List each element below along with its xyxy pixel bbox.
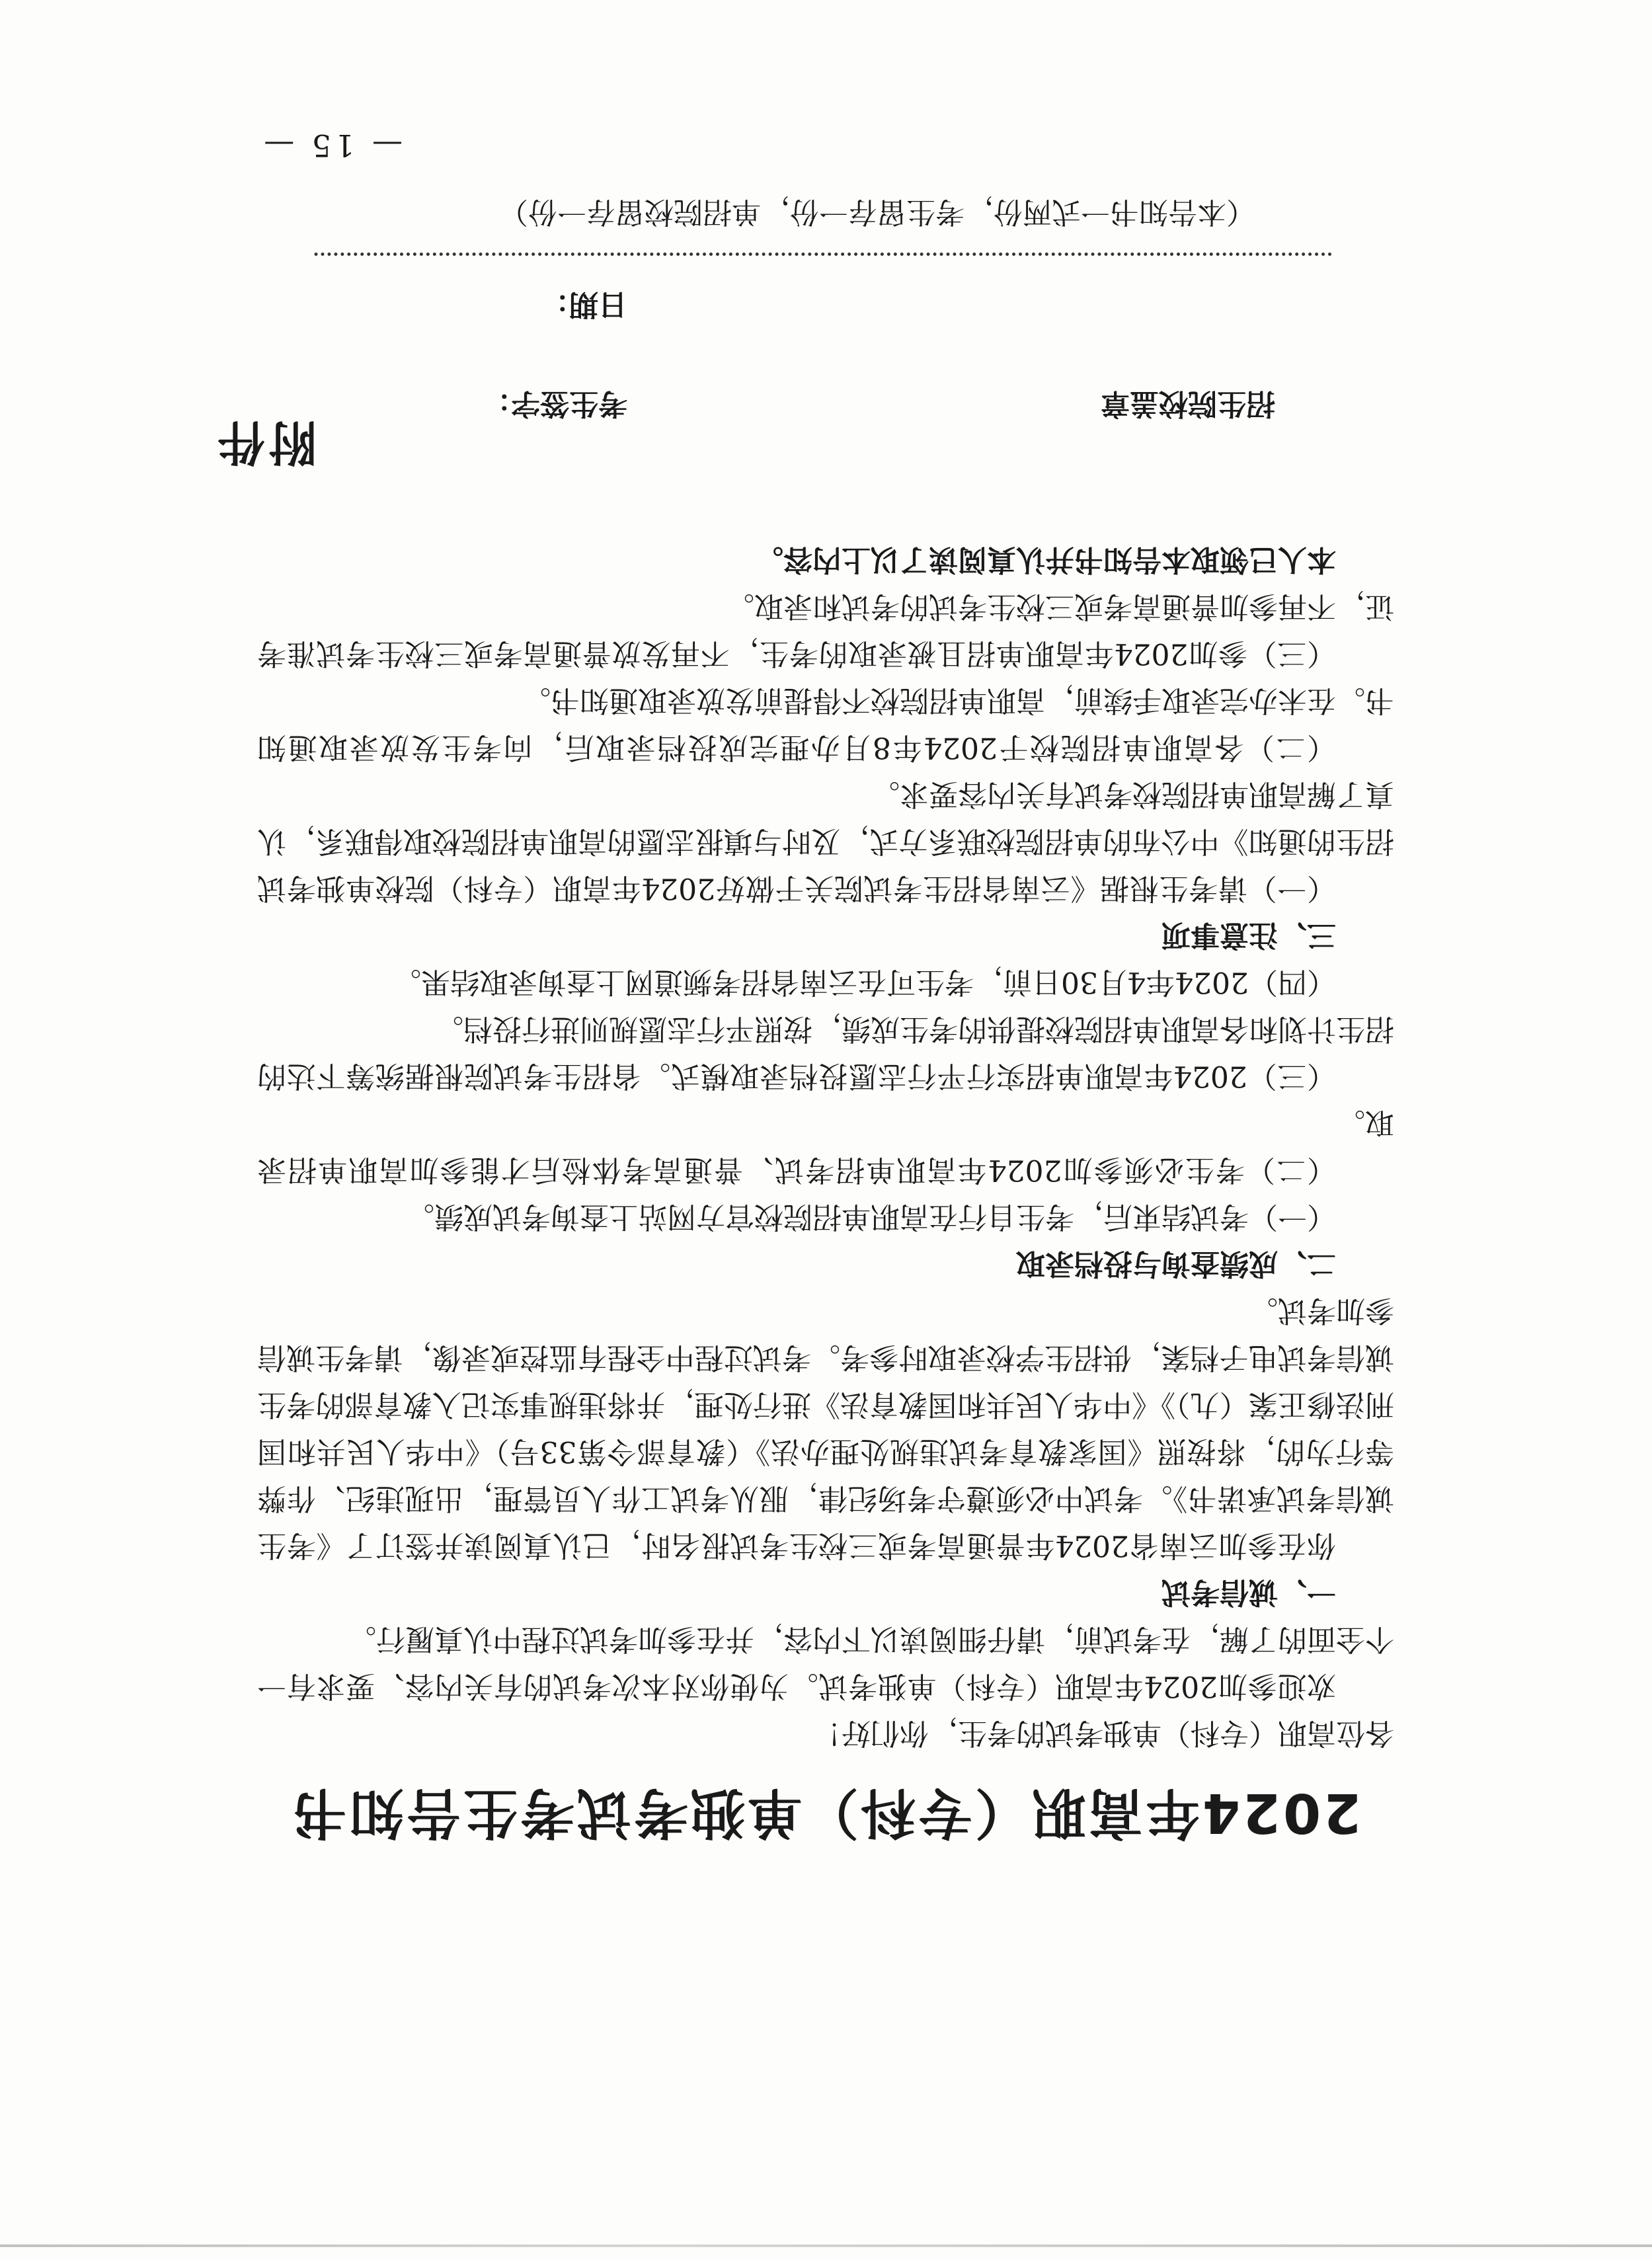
dotted-divider: [313, 253, 1331, 256]
scan-edge: [0, 2244, 1652, 2247]
page-number: — 15 —: [260, 128, 403, 163]
document-body: [257, 536, 1394, 1757]
school-seal-label: 招生院校盖章: [1101, 387, 1275, 420]
intro-paragraph: 欢迎参加2024年高职（专科）单独考试。为使你对本次考试的有关内容、要求有一个全面的了解，在考试前，请仔细阅读以下内容，并在参加考试过程中认真履行。: [257, 1622, 1394, 1703]
section-heading-scores: 二、成绩查询与投档录取: [1016, 1247, 1336, 1281]
section-paragraph: 你在参加云南省2024年普通高考或三校生考试报名时，已认真阅读并签订了《考生诚信考试承诺书》。考试中必须遵守考场纪律，服从考试工作人员管理，出现违纪、作弊等行为的，将按照《国家教育考试违规处理办法》（教育部令第33号）《中华人民共和国刑法修正案（九）》《中华人民共和国教育法》进行处理，并将违规事实记入教育部的考生诚信考试电子档案，供招生学校录取时参考。考试过程中全程有监控或录像，请考生诚信参加考试。: [257, 1294, 1394, 1562]
footnote: （本告知书一式两份，考生留存一份，单招院校留存一份）: [499, 195, 1255, 229]
section-paragraph: （二）各高职单招院校于2024年8月办理完成投档录取后，向考生发放录取通知书。在未办完录取手续前，高职单招院校不得提前发放录取通知书。: [257, 684, 1394, 764]
section-paragraph: （一）考试结束后，考生自行在高职单招院校官方网站上查询考试成绩。: [405, 1200, 1336, 1234]
section-heading-notes: 三、注意事项: [1161, 918, 1336, 952]
date-label: 日期：: [540, 288, 627, 321]
section-paragraph: （二）考生必须参加2024年高职单招考试、普通高考体检后才能参加高职单招录取。: [257, 1106, 1394, 1187]
student-signature-label: 考生签字：: [482, 387, 627, 420]
section-paragraph: （三）参加2024年高职单招且被录取的考生，不再发放普通高考或三校生考试准考证，不再参加普通高考或三校生考试的考试和录取。: [257, 590, 1394, 670]
attachment-label: 附件: [213, 415, 317, 470]
document-title: 2024年高职（专科）单独考试考生告知书: [290, 1781, 1362, 1844]
section-paragraph: （三）2024年高职单招实行平行志愿投档录取模式。省招生考试院根据统筹下达的招生计划和各高职单招院校提供的考生成绩，按照平行志愿规则进行投档。: [257, 1012, 1394, 1093]
acknowledgement: 本人已领取本告知书并认真阅读了以上内容。: [754, 543, 1336, 576]
section-heading-integrity: 一、诚信考试: [1161, 1575, 1336, 1609]
section-paragraph: （一）请考生根据《云南省招生考试院关于做好2024年高职（专科）院校单独考试招生的通知》中公布的单招院校联系方式，及时与填报志愿的高职单招院校取得联系，认真了解高职单招院校考试有关内容要求。: [257, 777, 1394, 905]
section-paragraph: （四）2024年4月30日前，考生可在云南省招考频道网上查询录取结果。: [392, 965, 1336, 999]
salutation: 各位高职（专科）单独考试的考生，你们好！: [812, 1716, 1394, 1750]
